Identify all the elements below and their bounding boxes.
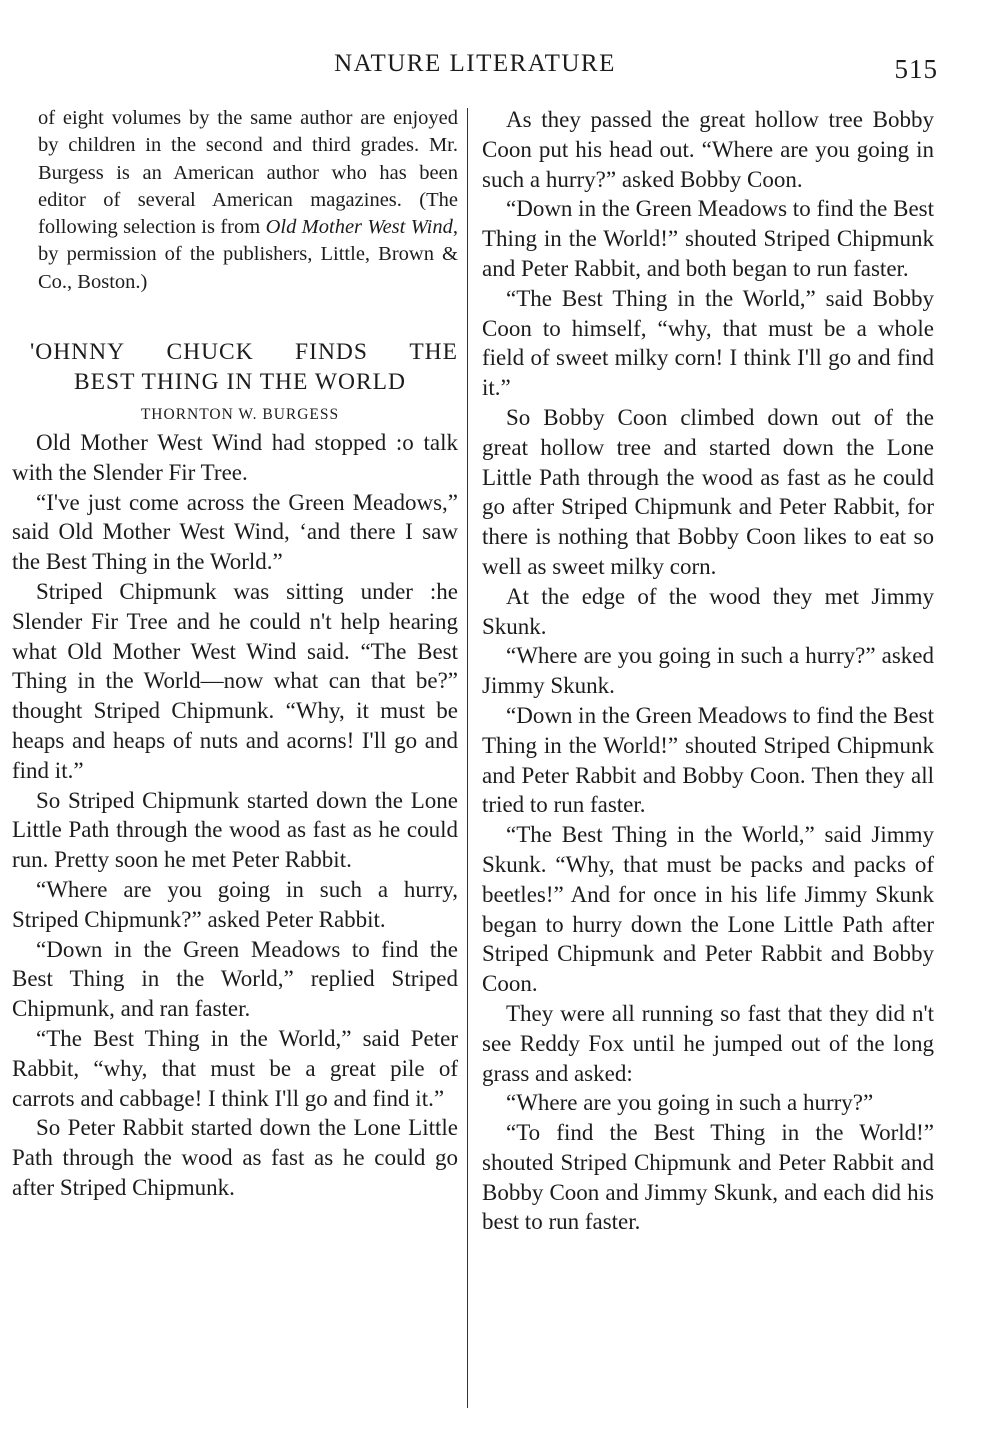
page-header: [0, 48, 1000, 88]
left-column: [12, 105, 458, 1203]
paragraph: So Striped Chipmunk started down the Lone Little Path through the wood as fast as he could run. Pretty soon he met Peter Rabbit.: [12, 787, 458, 873]
intro-paragraph: [12, 105, 458, 296]
story-title-line-1: [22, 338, 458, 368]
paragraph: They were all running so fast that they did n't see Reddy Fox until he jumped out of the long grass and asked:: [482, 1000, 934, 1086]
paragraph: “Down in the Green Meadows to find the Best Thing in the World,” replied Striped Chipmunk, and ran faster.: [12, 936, 458, 1022]
paragraph: As they passed the great hollow tree Bobby Coon put his head out. “Where are you going in such a hurry?” asked Bobby Coon.: [482, 107, 934, 192]
left-body-text: [12, 428, 458, 1203]
paragraph: “The Best Thing in the World,” said Jimmy Skunk. “Why, that must be packs and packs of beetles!” And for once in his life Jimmy Skunk began to hurry down the Lone Little Path after Striped Chipmunk and Peter Rabbit and Bobby Coon.: [482, 822, 934, 997]
paragraph: “The Best Thing in the World,” said Peter Rabbit, “why, that must be a great pile of carrots and cabbage! I think I'll go and find it.”: [12, 1026, 458, 1111]
paragraph: “To find the Best Thing in the World!” shouted Striped Chipmunk and Peter Rabbit and Bobby Coon and Jimmy Skunk, and each did his best to run faster.: [482, 1120, 934, 1235]
paragraph: So Bobby Coon climbed down out of the great hollow tree and started down the Lone Little Path through the wood as fast as he could go after Striped Chipmunk and Peter Rabbit, for there is nothing that Bobby Coon likes to eat so well as sweet milky corn.: [482, 404, 934, 579]
paragraph: “Where are you going in such a hurry?”: [506, 1090, 874, 1116]
story-title-line-2: BEST THING IN THE WORLD: [74, 368, 406, 395]
story-title-word: CHUCK: [166, 339, 254, 366]
column-divider: [467, 108, 468, 1408]
paragraph: Striped Chipmunk was sitting under :he Slender Fir Tree and he could n't help hearing what Old Mother West Wind said. “The Best Thing in the World—now what can that be?” thought Striped Chipmunk. “Why, it must be heaps and heaps of nuts and acorns! I'll go and find it.”: [12, 579, 458, 783]
paragraph: “I've just come across the Green Meadows,” said Old Mother West Wind, ‘and there I saw the Best Thing in the World.”: [12, 489, 458, 575]
story-title-word: THE: [409, 339, 458, 366]
paragraph: “Down in the Green Meadows to find the Best Thing in the World!” shouted Striped Chipmunk and Peter Rabbit and Bobby Coon. Then they all tried to run faster.: [482, 702, 934, 818]
story-title-word: FINDS: [295, 339, 368, 366]
paragraph: At the edge of the wood they met Jimmy Skunk.: [482, 583, 934, 639]
paragraph: Old Mother West Wind had stopped :o talk with the Slender Fir Tree.: [12, 430, 458, 485]
intro-book-title: Old Mother West Wind: [265, 216, 453, 239]
paragraph: So Peter Rabbit started down the Lone Little Path through the wood as fast as he could go after Striped Chipmunk.: [12, 1115, 458, 1200]
intro-text-end: , by permission of the publishers, Little, Brown & Co., Boston.): [38, 216, 458, 293]
story-title: [12, 338, 458, 397]
running-head: NATURE LITERATURE: [334, 50, 616, 77]
paragraph: “Down in the Green Meadows to find the Best Thing in the World!” shouted Striped Chipmunk and Peter Rabbit, and both began to run faster.: [482, 196, 934, 281]
paragraph: “Where are you going in such a hurry?” asked Jimmy Skunk.: [482, 643, 934, 699]
intro-text-start: of eight volumes by the same author are enjoyed by children in the second and third grades. Mr. Burgess is an American author who has been editor of several American magazines. (The following selection is from: [38, 107, 458, 239]
paragraph: “The Best Thing in the World,” said Bobby Coon to himself, “why, that must be a whole field of sweet milky corn! I think I'll go and find it.”: [482, 285, 934, 401]
page-number: 515: [894, 54, 938, 84]
right-body-text: [482, 105, 934, 1237]
right-column: [482, 105, 934, 1237]
story-title-word: 'OHNNY: [30, 339, 126, 366]
story-author: THORNTON W. BURGESS: [140, 406, 340, 424]
paragraph: “Where are you going in such a hurry, Striped Chipmunk?” asked Peter Rabbit.: [12, 877, 458, 932]
